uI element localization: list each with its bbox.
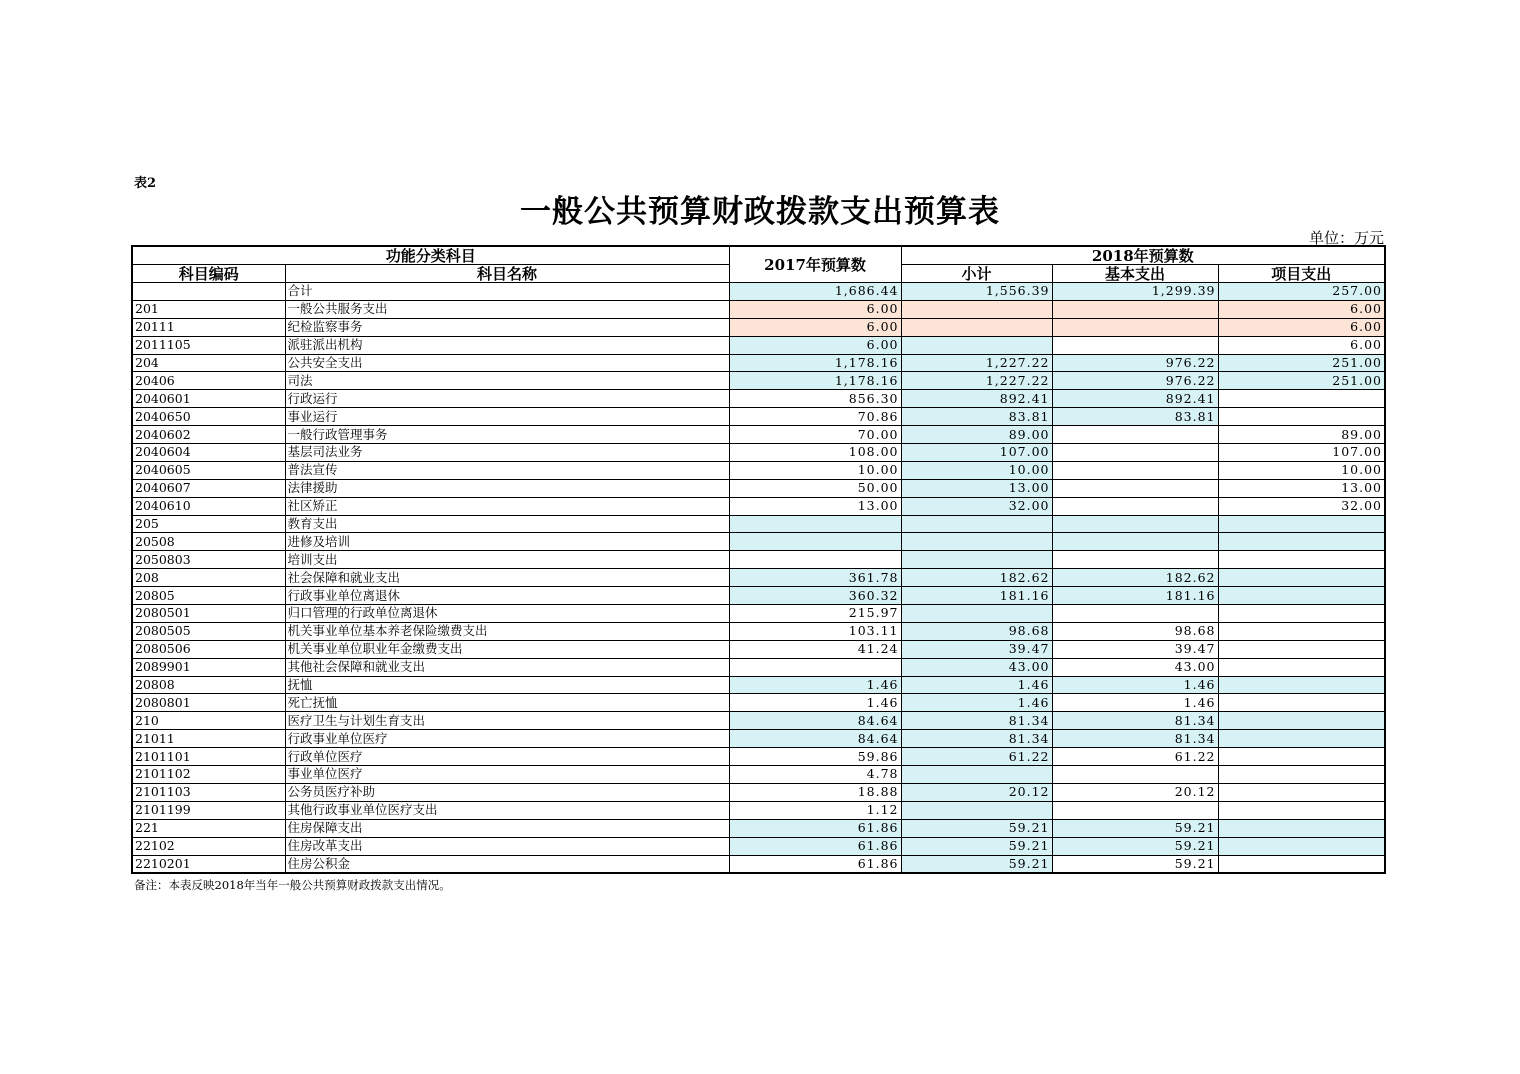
row-project (1218, 766, 1385, 784)
row-basic (1052, 533, 1218, 551)
unit-label: 单位：万元 (1308, 229, 1384, 247)
table-row (132, 587, 1385, 605)
row-project: 32.00 (1218, 497, 1385, 515)
row-subtotal: 892.41 (901, 390, 1052, 408)
row-2017-value: 1,178.16 (729, 354, 901, 372)
row-name: 其他行政事业单位医疗支出 (285, 801, 729, 819)
row-code: 2101101 (132, 748, 285, 766)
row-code: 210 (132, 712, 285, 730)
row-code: 2080506 (132, 640, 285, 658)
table-row (132, 318, 1385, 336)
row-basic (1052, 766, 1218, 784)
row-2017-value: 50.00 (729, 479, 901, 497)
row-name: 培训支出 (285, 551, 729, 569)
row-project (1218, 837, 1385, 855)
row-code: 2040605 (132, 461, 285, 479)
row-basic: 59.21 (1052, 837, 1218, 855)
row-code: 2040650 (132, 408, 285, 426)
header-subtotal: 小计 (901, 265, 1052, 283)
row-project: 251.00 (1218, 354, 1385, 372)
header-name: 科目名称 (285, 265, 729, 283)
table-row (132, 694, 1385, 712)
row-project (1218, 855, 1385, 873)
row-2017-value: 6.00 (729, 300, 901, 318)
table-row (132, 372, 1385, 390)
row-code: 2040607 (132, 479, 285, 497)
row-2017-value: 108.00 (729, 444, 901, 462)
row-name: 公务员医疗补助 (285, 783, 729, 801)
row-code: 2040601 (132, 390, 285, 408)
row-2017-value: 1,686.44 (729, 283, 901, 301)
table-row (132, 783, 1385, 801)
row-basic (1052, 479, 1218, 497)
row-project: 251.00 (1218, 372, 1385, 390)
row-code: 20808 (132, 676, 285, 694)
row-2017-value (729, 515, 901, 533)
row-2017-value: 103.11 (729, 622, 901, 640)
row-project (1218, 730, 1385, 748)
row-project (1218, 640, 1385, 658)
row-2017-value: 61.86 (729, 855, 901, 873)
row-project: 107.00 (1218, 444, 1385, 462)
row-subtotal: 1,227.22 (901, 354, 1052, 372)
row-code: 208 (132, 569, 285, 587)
row-project: 6.00 (1218, 300, 1385, 318)
table-row (132, 837, 1385, 855)
header-basic: 基本支出 (1052, 265, 1218, 283)
row-project (1218, 408, 1385, 426)
row-project (1218, 390, 1385, 408)
row-subtotal: 89.00 (901, 426, 1052, 444)
row-code: 20805 (132, 587, 285, 605)
row-name: 一般公共服务支出 (285, 300, 729, 318)
row-subtotal: 1,227.22 (901, 372, 1052, 390)
table-row (132, 819, 1385, 837)
row-2017-value: 41.24 (729, 640, 901, 658)
row-name: 抚恤 (285, 676, 729, 694)
row-subtotal: 81.34 (901, 712, 1052, 730)
row-code: 2080501 (132, 605, 285, 623)
row-subtotal (901, 801, 1052, 819)
row-code: 2050803 (132, 551, 285, 569)
row-project (1218, 658, 1385, 676)
row-project (1218, 551, 1385, 569)
row-name: 机关事业单位职业年金缴费支出 (285, 640, 729, 658)
row-subtotal: 20.12 (901, 783, 1052, 801)
row-name: 事业运行 (285, 408, 729, 426)
row-project (1218, 783, 1385, 801)
row-basic: 83.81 (1052, 408, 1218, 426)
page-title: 一般公共预算财政拨款支出预算表 (520, 194, 1000, 230)
table-row (132, 855, 1385, 873)
row-basic (1052, 336, 1218, 354)
table-row (132, 390, 1385, 408)
row-basic (1052, 497, 1218, 515)
row-basic (1052, 515, 1218, 533)
row-basic (1052, 461, 1218, 479)
row-subtotal: 181.16 (901, 587, 1052, 605)
row-basic (1052, 605, 1218, 623)
table-row (132, 766, 1385, 784)
row-subtotal (901, 300, 1052, 318)
row-basic: 59.21 (1052, 855, 1218, 873)
row-basic: 1.46 (1052, 676, 1218, 694)
table-row (132, 712, 1385, 730)
row-2017-value: 61.86 (729, 819, 901, 837)
row-project (1218, 694, 1385, 712)
row-basic: 181.16 (1052, 587, 1218, 605)
row-project: 89.00 (1218, 426, 1385, 444)
row-code: 2040602 (132, 426, 285, 444)
row-2017-value: 10.00 (729, 461, 901, 479)
row-code: 221 (132, 819, 285, 837)
row-2017-value: 1.12 (729, 801, 901, 819)
row-name: 社区矫正 (285, 497, 729, 515)
row-subtotal (901, 605, 1052, 623)
row-name: 事业单位医疗 (285, 766, 729, 784)
row-subtotal: 182.62 (901, 569, 1052, 587)
row-code: 2040604 (132, 444, 285, 462)
header-2018-budget: 2018年预算数 (901, 246, 1385, 265)
row-name: 司法 (285, 372, 729, 390)
row-subtotal (901, 336, 1052, 354)
row-name: 合计 (285, 283, 729, 301)
table-row (132, 658, 1385, 676)
row-basic: 43.00 (1052, 658, 1218, 676)
row-name: 其他社会保障和就业支出 (285, 658, 729, 676)
row-code: 21011 (132, 730, 285, 748)
row-2017-value: 59.86 (729, 748, 901, 766)
table-row (132, 497, 1385, 515)
row-basic: 976.22 (1052, 372, 1218, 390)
row-name: 住房改革支出 (285, 837, 729, 855)
row-name: 行政事业单位离退休 (285, 587, 729, 605)
row-subtotal: 61.22 (901, 748, 1052, 766)
row-name: 住房保障支出 (285, 819, 729, 837)
row-subtotal: 39.47 (901, 640, 1052, 658)
row-subtotal (901, 533, 1052, 551)
row-2017-value: 70.86 (729, 408, 901, 426)
row-name: 社会保障和就业支出 (285, 569, 729, 587)
row-basic (1052, 300, 1218, 318)
table-body (132, 283, 1385, 874)
row-name: 住房公积金 (285, 855, 729, 873)
row-project: 6.00 (1218, 318, 1385, 336)
table-row (132, 426, 1385, 444)
row-subtotal: 13.00 (901, 479, 1052, 497)
row-code: 2040610 (132, 497, 285, 515)
row-basic: 1.46 (1052, 694, 1218, 712)
row-project: 6.00 (1218, 336, 1385, 354)
row-code: 2011105 (132, 336, 285, 354)
row-subtotal: 107.00 (901, 444, 1052, 462)
row-project (1218, 801, 1385, 819)
row-2017-value: 6.00 (729, 336, 901, 354)
row-code: 22102 (132, 837, 285, 855)
row-name: 死亡抚恤 (285, 694, 729, 712)
row-project: 10.00 (1218, 461, 1385, 479)
row-basic: 59.21 (1052, 819, 1218, 837)
row-subtotal: 98.68 (901, 622, 1052, 640)
table-row (132, 605, 1385, 623)
row-code: 204 (132, 354, 285, 372)
row-2017-value: 84.64 (729, 712, 901, 730)
row-name: 法律援助 (285, 479, 729, 497)
row-subtotal: 10.00 (901, 461, 1052, 479)
row-name: 归口管理的行政单位离退休 (285, 605, 729, 623)
row-name: 一般行政管理事务 (285, 426, 729, 444)
row-project (1218, 515, 1385, 533)
row-name: 机关事业单位基本养老保险缴费支出 (285, 622, 729, 640)
row-name: 派驻派出机构 (285, 336, 729, 354)
row-basic: 182.62 (1052, 569, 1218, 587)
row-subtotal (901, 318, 1052, 336)
row-2017-value (729, 533, 901, 551)
row-2017-value: 361.78 (729, 569, 901, 587)
header-row-1 (132, 246, 1385, 265)
row-project (1218, 622, 1385, 640)
row-basic: 81.34 (1052, 712, 1218, 730)
row-subtotal (901, 515, 1052, 533)
row-2017-value (729, 658, 901, 676)
table-row (132, 801, 1385, 819)
row-name: 普法宣传 (285, 461, 729, 479)
table-row (132, 640, 1385, 658)
row-code: 205 (132, 515, 285, 533)
row-2017-value: 70.00 (729, 426, 901, 444)
row-2017-value: 1.46 (729, 676, 901, 694)
table-row (132, 408, 1385, 426)
table-row (132, 479, 1385, 497)
table-row (132, 354, 1385, 372)
table-row (132, 551, 1385, 569)
row-subtotal: 59.21 (901, 819, 1052, 837)
row-name: 公共安全支出 (285, 354, 729, 372)
table-row (132, 283, 1385, 301)
row-name: 纪检监察事务 (285, 318, 729, 336)
row-code (132, 283, 285, 301)
table-row (132, 622, 1385, 640)
row-basic: 1,299.39 (1052, 283, 1218, 301)
table-row (132, 730, 1385, 748)
row-subtotal: 81.34 (901, 730, 1052, 748)
row-code: 2080505 (132, 622, 285, 640)
row-name: 行政事业单位医疗 (285, 730, 729, 748)
row-code: 2101103 (132, 783, 285, 801)
row-basic: 81.34 (1052, 730, 1218, 748)
row-name: 行政单位医疗 (285, 748, 729, 766)
header-project: 项目支出 (1218, 265, 1385, 283)
row-2017-value (729, 551, 901, 569)
row-basic (1052, 801, 1218, 819)
row-2017-value: 61.86 (729, 837, 901, 855)
header-functional-category: 功能分类科目 (132, 246, 729, 265)
table-row (132, 300, 1385, 318)
row-basic (1052, 318, 1218, 336)
row-subtotal: 83.81 (901, 408, 1052, 426)
row-subtotal (901, 766, 1052, 784)
row-project (1218, 605, 1385, 623)
row-basic (1052, 551, 1218, 569)
row-name: 基层司法业务 (285, 444, 729, 462)
row-subtotal: 59.21 (901, 837, 1052, 855)
row-2017-value: 84.64 (729, 730, 901, 748)
row-project (1218, 676, 1385, 694)
row-2017-value: 6.00 (729, 318, 901, 336)
header-code: 科目编码 (132, 265, 285, 283)
table-row (132, 533, 1385, 551)
row-2017-value: 4.78 (729, 766, 901, 784)
table-row (132, 444, 1385, 462)
row-name: 教育支出 (285, 515, 729, 533)
footnote: 备注：本表反映2018年当年一般公共预算财政拨款支出情况。 (134, 878, 451, 892)
row-project: 257.00 (1218, 283, 1385, 301)
row-subtotal: 1.46 (901, 676, 1052, 694)
row-2017-value: 18.88 (729, 783, 901, 801)
table-row (132, 676, 1385, 694)
table-row (132, 569, 1385, 587)
row-project (1218, 819, 1385, 837)
row-name: 行政运行 (285, 390, 729, 408)
row-subtotal: 1,556.39 (901, 283, 1052, 301)
row-project (1218, 569, 1385, 587)
row-basic (1052, 444, 1218, 462)
row-code: 2210201 (132, 855, 285, 873)
table-row (132, 461, 1385, 479)
row-2017-value: 1,178.16 (729, 372, 901, 390)
row-code: 2101102 (132, 766, 285, 784)
row-basic: 892.41 (1052, 390, 1218, 408)
row-basic: 20.12 (1052, 783, 1218, 801)
row-project (1218, 712, 1385, 730)
table-row (132, 515, 1385, 533)
row-project (1218, 587, 1385, 605)
row-2017-value: 360.32 (729, 587, 901, 605)
row-2017-value: 856.30 (729, 390, 901, 408)
row-2017-value: 1.46 (729, 694, 901, 712)
row-code: 20406 (132, 372, 285, 390)
budget-table (131, 245, 1386, 874)
row-basic (1052, 426, 1218, 444)
row-code: 20111 (132, 318, 285, 336)
row-subtotal: 1.46 (901, 694, 1052, 712)
row-2017-value: 215.97 (729, 605, 901, 623)
row-name: 进修及培训 (285, 533, 729, 551)
row-subtotal: 43.00 (901, 658, 1052, 676)
row-subtotal: 59.21 (901, 855, 1052, 873)
row-subtotal (901, 551, 1052, 569)
row-code: 201 (132, 300, 285, 318)
row-code: 20508 (132, 533, 285, 551)
row-basic: 98.68 (1052, 622, 1218, 640)
table-label: 表2 (134, 176, 157, 191)
row-basic: 39.47 (1052, 640, 1218, 658)
row-subtotal: 32.00 (901, 497, 1052, 515)
row-basic: 61.22 (1052, 748, 1218, 766)
row-code: 2101199 (132, 801, 285, 819)
table-row (132, 336, 1385, 354)
row-code: 2089901 (132, 658, 285, 676)
row-code: 2080801 (132, 694, 285, 712)
row-project: 13.00 (1218, 479, 1385, 497)
header-2017-budget: 2017年预算数 (729, 246, 901, 283)
row-name: 医疗卫生与计划生育支出 (285, 712, 729, 730)
row-basic: 976.22 (1052, 354, 1218, 372)
row-2017-value: 13.00 (729, 497, 901, 515)
row-project (1218, 533, 1385, 551)
row-project (1218, 748, 1385, 766)
table-row (132, 748, 1385, 766)
